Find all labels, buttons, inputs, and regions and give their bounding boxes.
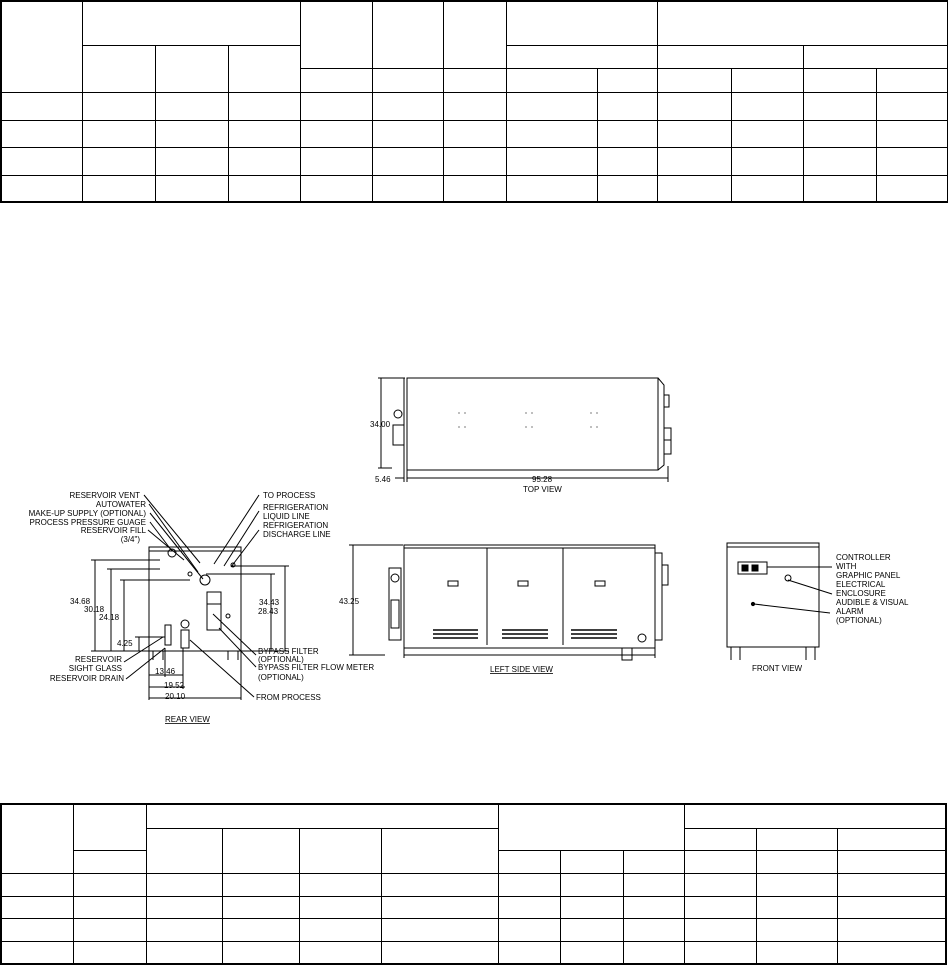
front-callout-8: (OPTIONAL) (836, 616, 882, 625)
header-cell (73, 851, 146, 874)
dim-top-length: 95.28 (532, 475, 553, 484)
rear-callout-sight-glass: SIGHT GLASS (68, 664, 122, 673)
rear-callout-autowater: AUTOWATER (95, 500, 146, 509)
rear-callout-liquid-line: LIQUID LINE (263, 512, 310, 521)
front-callout-1: CONTROLLER (836, 553, 891, 562)
header-cell (837, 851, 946, 874)
header-cell (684, 828, 756, 850)
dim-rear-w2: 19.52 (164, 681, 185, 690)
dim-rear-h2: 30.18 (84, 605, 105, 614)
header-cell (837, 828, 946, 850)
header-cell (560, 851, 623, 874)
header-cell (222, 828, 299, 874)
rear-callout-refrigeration-2: REFRIGERATION (263, 521, 329, 530)
dim-rear-w3: 20.10 (165, 692, 186, 701)
rear-callout-to-process: TO PROCESS (263, 491, 316, 500)
rear-callout-from-process: FROM PROCESS (256, 693, 321, 702)
top-view (378, 378, 671, 482)
front-callout-3: GRAPHIC PANEL (836, 571, 901, 580)
header-cell (756, 851, 837, 874)
dim-rear-w1: 13.46 (155, 667, 176, 676)
rear-view-title: REAR VIEW (165, 715, 210, 724)
rear-callout-flow-meter-optional: (OPTIONAL) (258, 673, 304, 682)
table-row (1, 874, 946, 896)
left-side-view-title: LEFT SIDE VIEW (490, 665, 553, 674)
dim-side-height: 43.25 (339, 597, 360, 606)
header-cell (498, 851, 560, 874)
header-cell (684, 804, 946, 828)
rear-callout-bypass-filter: BYPASS FILTER (258, 647, 319, 656)
left-side-view (349, 545, 668, 660)
rear-callout-bypass-optional: (OPTIONAL) (258, 655, 304, 664)
rear-callout-discharge-line: DISCHARGE LINE (263, 530, 331, 539)
header-cell (299, 828, 381, 874)
rear-callout-reservoir-vent: RESERVOIR VENT (69, 491, 140, 500)
header-cell (381, 828, 498, 874)
dim-rear-h1: 34.68 (70, 597, 91, 606)
front-view (727, 543, 832, 660)
dim-top-depth: 34.00 (370, 420, 391, 429)
rear-callout-reservoir-drain: RESERVOIR DRAIN (49, 674, 124, 683)
rear-callout-reservoir-fill: RESERVOIR FILL (80, 526, 146, 535)
header-cell (498, 804, 684, 851)
header-cell (73, 804, 146, 851)
header-cell (1, 804, 73, 874)
header-cell (756, 828, 837, 850)
rear-callout-flow-meter: BYPASS FILTER FLOW METER (258, 663, 375, 672)
top-view-title: TOP VIEW (523, 485, 562, 494)
front-view-title: FRONT VIEW (752, 664, 803, 673)
header-cell (146, 804, 498, 828)
table-row (1, 942, 946, 964)
rear-callout-refrigeration-1: REFRIGERATION (263, 503, 329, 512)
dim-rear-h3: 24.18 (99, 613, 120, 622)
table-row (1, 918, 946, 941)
front-callout-5: ENCLOSURE (836, 589, 886, 598)
rear-callout-makeup-supply: MAKE-UP SUPPLY (OPTIONAL) (28, 509, 146, 518)
dim-rear-h4: 4.25 (117, 639, 133, 648)
header-cell (684, 851, 756, 874)
table-row (1, 896, 946, 918)
dim-rear-h6: 28.43 (258, 607, 279, 616)
header-cell (623, 851, 684, 874)
rear-callout-reservoir: RESERVOIR (75, 655, 122, 664)
rear-callout-pressure-gauge: PROCESS PRESSURE GUAGE (29, 518, 146, 527)
bottom-spec-table (0, 803, 947, 965)
front-callout-2: WITH (836, 562, 857, 571)
front-callout-6: AUDIBLE & VISUAL (836, 598, 909, 607)
front-callout-7: ALARM (836, 607, 864, 616)
dim-rear-h5: 34.43 (259, 598, 280, 607)
front-callout-4: ELECTRICAL (836, 580, 886, 589)
header-cell (146, 828, 222, 874)
rear-callout-fill-size: (3/4") (120, 535, 140, 544)
dim-top-offset: 5.46 (375, 475, 391, 484)
